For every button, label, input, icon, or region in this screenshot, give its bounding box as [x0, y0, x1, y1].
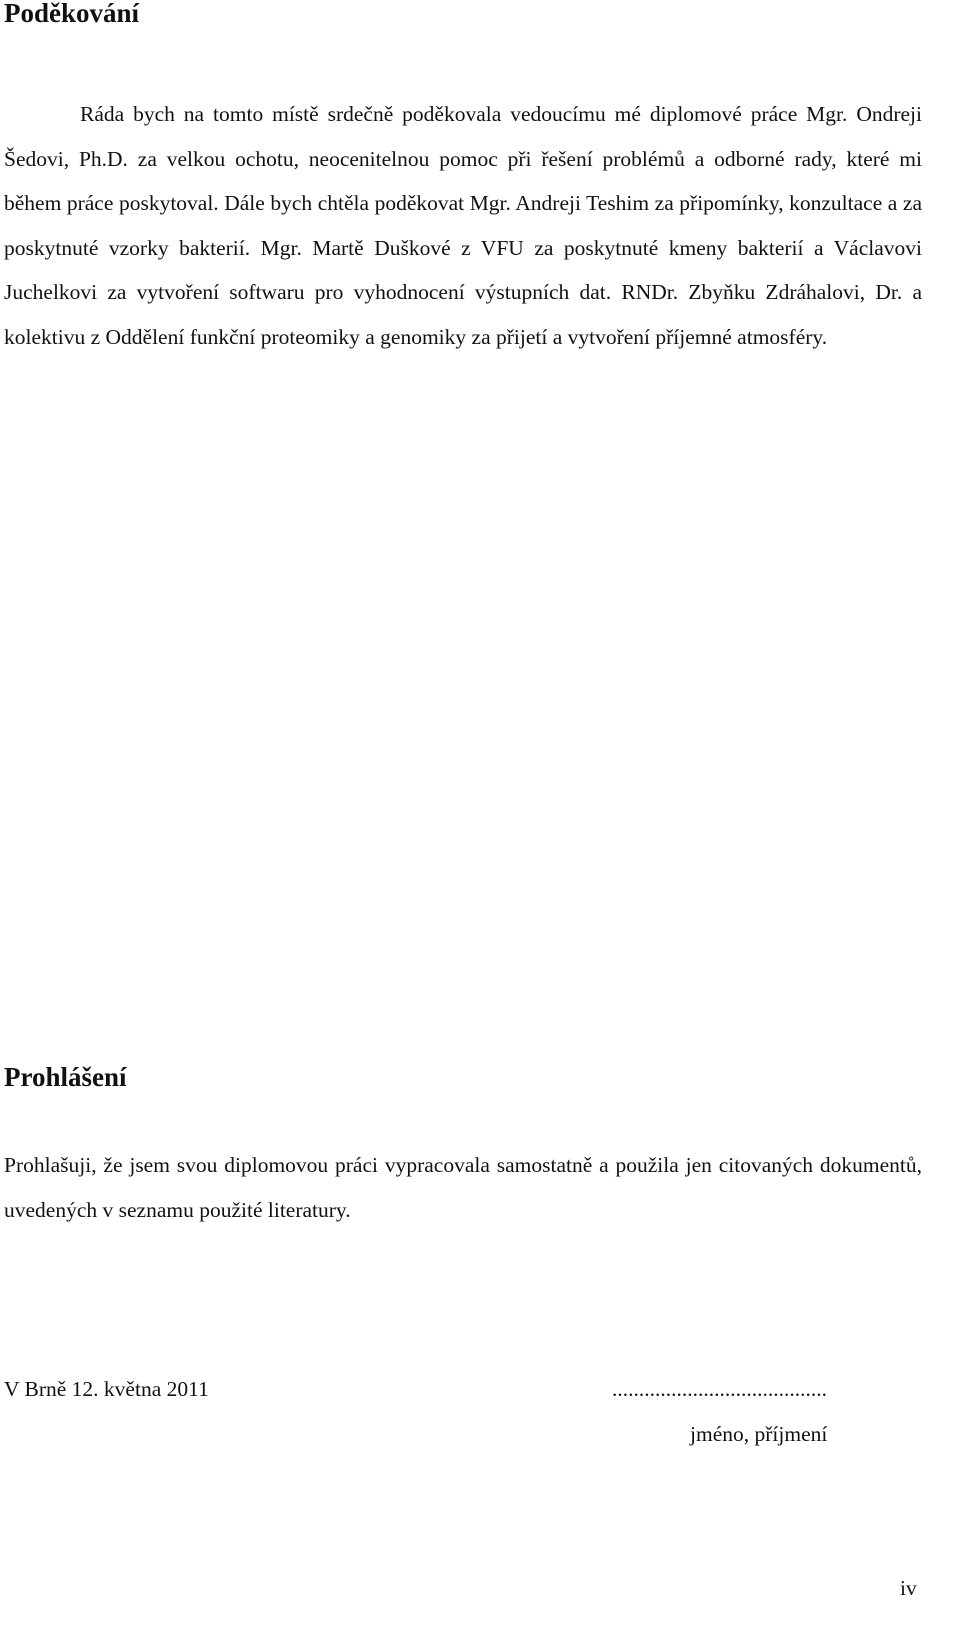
declaration-heading: Prohlášení	[4, 1062, 127, 1092]
acknowledgements-heading: Poděkování	[4, 0, 140, 28]
signature-line: ........................................	[612, 1377, 827, 1401]
acknowledgements-paragraph: Ráda bych na tomto místě srdečně poděkovala vedoucímu mé diplomové práce Mgr. Ondreji Šedovi, Ph.D. za velkou ochotu, neocenitelnou pomoc při řešení problémů a odborné rady, které mi během práce poskytoval. Dále bych chtěla poděkovat Mgr. Andreji Teshim za připomínky, konzultace a za poskytnuté vzorky bakterií. Mgr. Martě Duškové z VFU za poskytnuté kmeny bakterií a Václavovi Juchelkovi za vytvoření softwaru pro vyhodnocení výstupních dat. RNDr. Zbyňku Zdráhalovi, Dr. a kolektivu z Oddělení funkční proteomiky a genomiky za přijetí a vytvoření příjemné atmosféry.	[4, 102, 922, 349]
page-number: iv	[900, 1576, 917, 1600]
declaration-paragraph: Prohlašuji, že jsem svou diplomovou práci vypracovala samostatně a použila jen citovaných dokumentů, uvedených v seznamu použité literatury.	[4, 1153, 922, 1222]
signature-name-caption: jméno, příjmení	[690, 1422, 828, 1446]
signature-place-date: V Brně 12. května 2011	[4, 1377, 209, 1401]
